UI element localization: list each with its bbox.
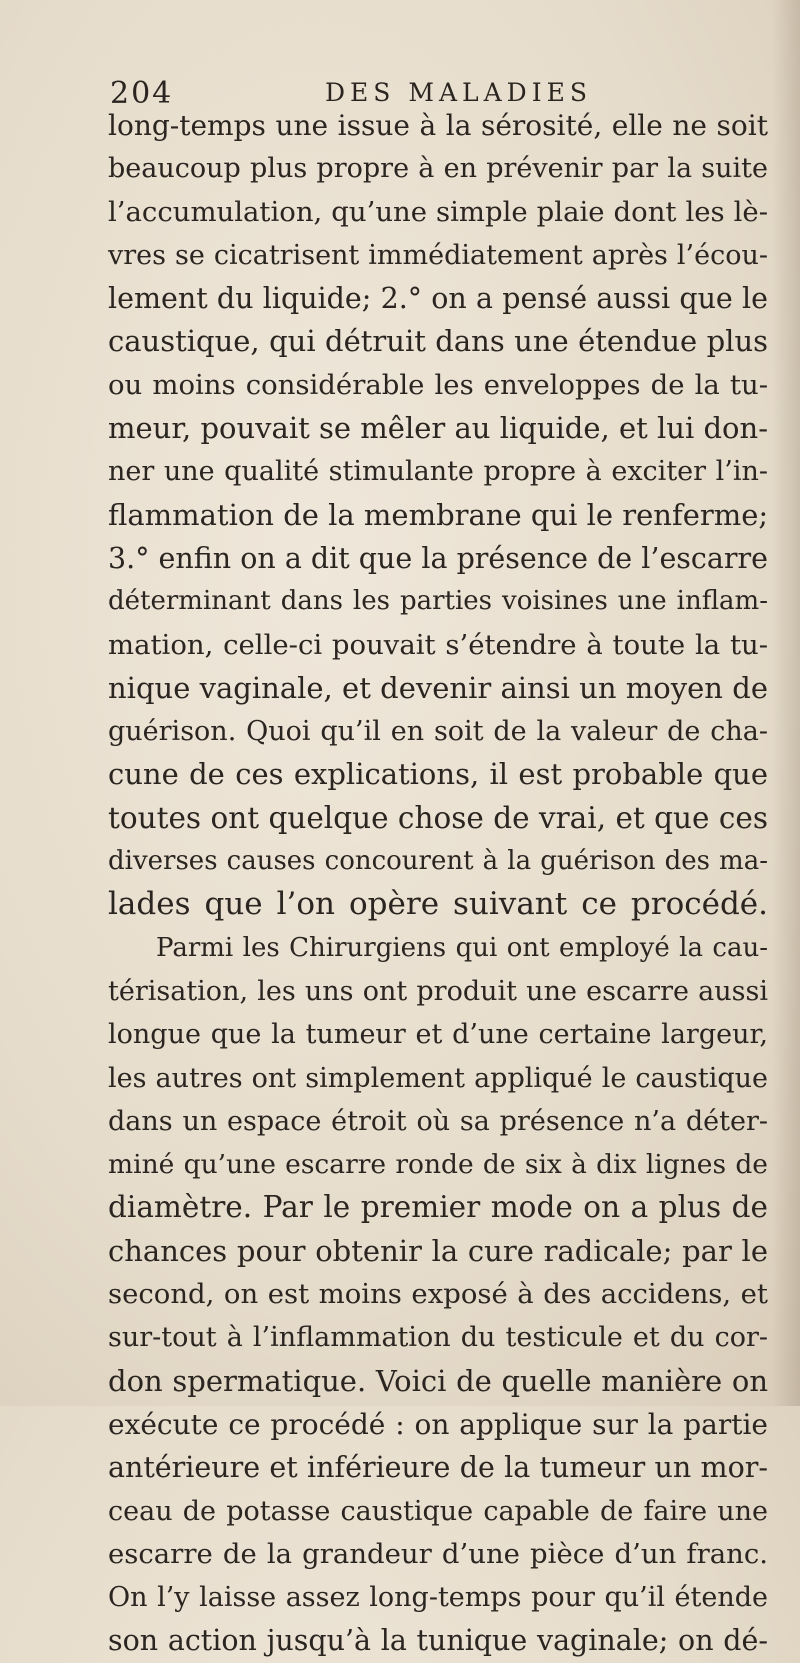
text-line: miné qu’une escarre ronde de six à dix lignes de [108, 1149, 768, 1181]
text-line: diverses causes concourent à la guérison des ma- [108, 846, 768, 877]
body-text [108, 104, 768, 1663]
text-line: son action jusqu’à la tunique vaginale; on dé- [108, 1624, 768, 1658]
text-line: long-temps une issue à la sérosité, elle ne soit [108, 109, 768, 142]
text-line: flammation de la membrane qui le renferme; [108, 497, 769, 532]
text-line: ner une qualité stimulante propre à exciter l’in- [108, 456, 768, 488]
text-line: dans un espace étroit où sa présence n’a déter- [108, 1105, 768, 1137]
text-line: mation, celle-ci pouvait s’étendre à toute la tu- [108, 628, 768, 661]
text-line: diamètre. Par le premier mode on a plus de [108, 1190, 768, 1225]
text-line: second, on est moins exposé à des accidens, et [108, 1278, 768, 1311]
text-line: Parmi les Chirurgiens qui ont employé la cau- [156, 932, 768, 963]
text-line: ou moins considérable les enveloppes de la tu- [108, 368, 768, 401]
text-line: longue que la tumeur et d’une certaine largeur, [108, 1019, 768, 1051]
text-line: ceau de potasse caustique capable de faire une [108, 1495, 768, 1527]
text-line: meur, pouvait se mêler au liquide, et lui don- [108, 411, 768, 446]
text-line: escarre de la grandeur d’une pièce d’un franc. [108, 1537, 768, 1570]
text-line: térisation, les uns ont produit une escarre aussi [108, 975, 768, 1007]
text-line: chances pour obtenir la cure radicale; par le [108, 1233, 768, 1268]
text-line: 3.° enfin on a dit que la présence de l’escarre [108, 541, 768, 575]
text-line: lades que l’on opère suivant ce procédé. [108, 886, 768, 923]
text-line: lement du liquide; 2.° on a pensé aussi que le [108, 282, 768, 316]
text-line: caustique, qui détruit dans une étendue plus [108, 324, 768, 359]
running-title: DES MALADIES [325, 78, 592, 107]
page-number: 204 [110, 76, 174, 111]
text-line: nique vaginale, et devenir ainsi un moyen de [108, 670, 768, 705]
text-line: exécute ce procédé : on applique sur la partie [108, 1407, 768, 1441]
text-line: guérison. Quoi qu’il en soit de la valeur de cha- [108, 716, 768, 748]
text-line: déterminant dans les parties voisines une inflam- [108, 586, 768, 617]
text-line: toutes ont quelque chose de vrai, et que ces [108, 800, 768, 835]
text-line: l’accumulation, qu’une simple plaie dont les lè- [108, 195, 768, 228]
text-line: les autres ont simplement appliqué le caustique [108, 1062, 768, 1094]
text-line: vres se cicatrisent immédiatement après l’écou- [108, 239, 768, 271]
text-line: antérieure et inférieure de la tumeur un mor- [108, 1451, 768, 1485]
text-line: cune de ces explications, il est probable que [108, 757, 768, 792]
page-edge-shadow [772, 0, 800, 1406]
text-line: don spermatique. Voici de quelle manière on [108, 1363, 768, 1398]
text-line: On l’y laisse assez long-temps pour qu’il étende [108, 1582, 768, 1614]
text-line: beaucoup plus propre à en prévenir par la suite [108, 153, 768, 185]
text-line: sur-tout à l’inflammation du testicule et du cor- [108, 1322, 768, 1354]
